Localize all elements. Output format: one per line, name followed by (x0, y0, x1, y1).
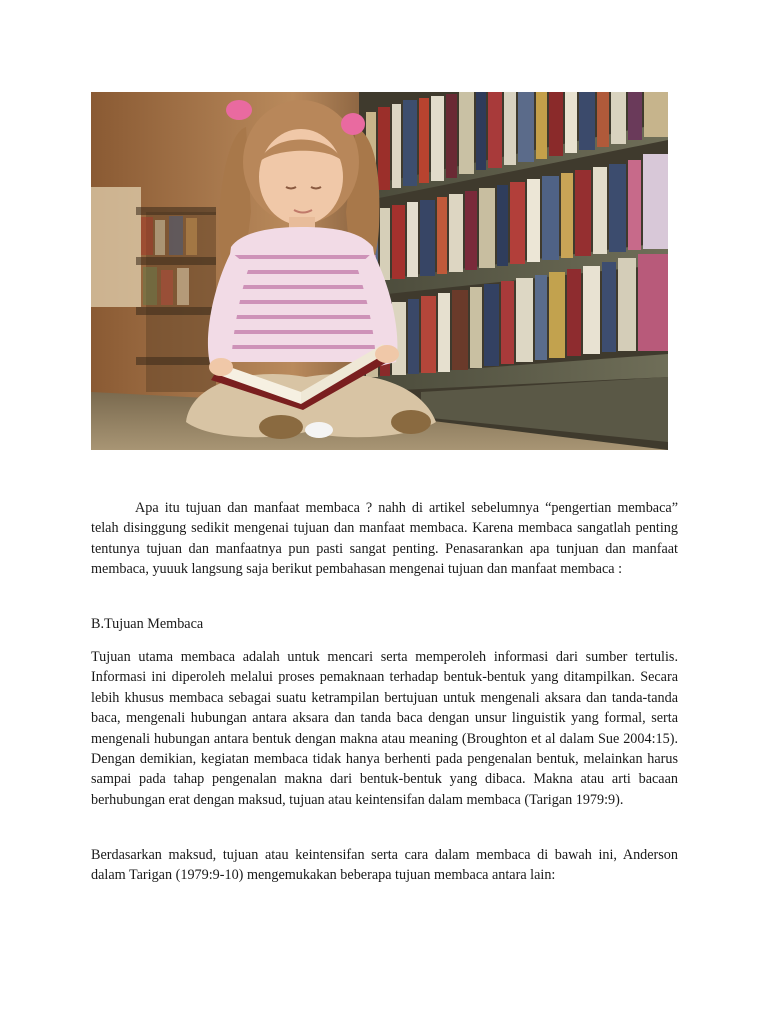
photo-girl-reading-image (91, 92, 668, 450)
intro-paragraph: Apa itu tujuan dan manfaat membaca ? nahh di artikel sebelumnya “pengertian membaca” telah disinggung sedikit mengenai tujuan dan manfaat membaca. Karena membaca sangatlah penting tentunya tujuan dan manfaatnya pun pasti sangat penting. Penasarankan apa tunjuan dan manfaat membaca, yuuuk langsung saja berikut pembahasan mengenai tujuan dan manfaat membaca : (91, 500, 678, 578)
body-paragraph-2: Berdasarkan maksud, tujuan atau keintensifan serta cara dalam membaca di bawah ini, Anderson dalam Tarigan (1979:9-10) mengemukakan beberapa tujuan membaca antara lain: (91, 847, 678, 884)
photo-illustration (91, 92, 668, 450)
section-heading: B.Tujuan Membaca (91, 616, 204, 632)
body-paragraph-1: Tujuan utama membaca adalah untuk mencari serta memperoleh informasi dari sumber tertulis. Informasi ini diperoleh melalui proses pemaknaan terhadap bentuk-bentuk yang ditampilkan. Secara lebih khusus membaca sebagai suatu ketrampilan bertujuan untuk mengenali aksara dan tanda-tanda baca, mengenali hubungan antara aksara dan tanda baca dengan unsur linguistik yang formal, serta mengenali hubungan antara bentuk dengan makna atau meaning (Broughton et al dalam Sue 2004:15). Dengan demikian, kegiatan membaca tidak hanya berhenti pada pengenalan bentuk, melainkan harus sampai pada tahap pengenalan makna dari bentuk-bentuk yang dibaca. Makna atau arti bacaan berhubungan erat dengan maksud, tujuan atau keintensifan dalam membaca (Tarigan 1979:9). (91, 649, 678, 808)
